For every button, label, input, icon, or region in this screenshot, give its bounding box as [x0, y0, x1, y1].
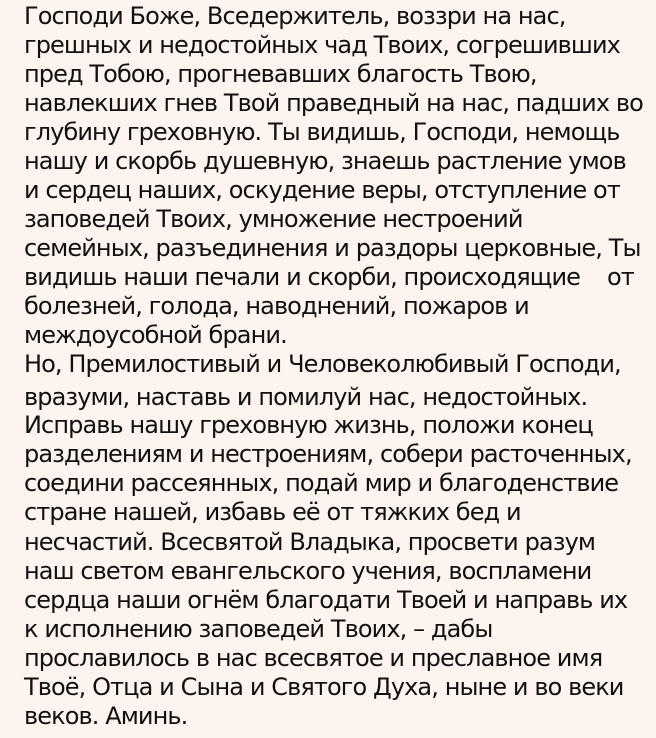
prayer-line: стране нашей, избавь её от тяжких бед и [24, 498, 521, 526]
prayer-line: и сердец наших, оскудение веры, отступление от [24, 176, 620, 204]
prayer-line: наш светом евангельского учения, воспламени [24, 557, 592, 585]
prayer-line: разделениям и нестроениям, собери расточенных, [24, 440, 632, 468]
prayer-line: несчастий. Всесвятой Владыка, просвети разум [24, 528, 596, 556]
prayer-line: грешных и недостойных чад Твоих, согрешивших [24, 31, 620, 59]
prayer-line: видишь наши печали и скорби, происходящие от [24, 263, 634, 291]
prayer-line: Но, Премилостивый и Человеколюбивый Господи, [24, 350, 621, 378]
prayer-line: семейных, разъединения и раздоры церковные, Ты [24, 234, 641, 262]
prayer-line: междоусобной брани. [24, 321, 287, 349]
prayer-line: нашу и скорбь душевную, знаешь растление умов [24, 147, 626, 175]
prayer-line: сердца наши огнём благодати Твоей и направь их [24, 586, 628, 614]
prayer-line: Исправь нашу греховную жизнь, положи конец [24, 411, 593, 439]
prayer-line: глубину греховную. Ты видишь, Господи, немощь [24, 118, 620, 146]
prayer-line: болезней, голода, наводнений, пожаров и [24, 292, 529, 320]
prayer-line: Твоё, Отца и Сына и Святого Духа, ныне и во веки [24, 673, 624, 701]
prayer-line: пред Тобою, прогневавших благость Твою, [24, 60, 537, 88]
prayer-line: к исполнению заповедей Твоих, – дабы [24, 615, 493, 643]
prayer-line: веков. Аминь. [24, 702, 188, 730]
prayer-line: заповедей Твоих, умножение нестроений [24, 205, 523, 233]
prayer-line: навлекших гнев Твой праведный на нас, падших во [24, 89, 643, 117]
prayer-line: соедини рассеянных, подай мир и благоденствие [24, 469, 619, 497]
prayer-line: вразуми, наставь и помилуй нас, недостойных. [24, 383, 588, 411]
prayer-line: Господи Боже, Вседержитель, воззри на нас, [24, 2, 566, 30]
prayer-line: прославилось в нас всесвятое и преславное имя [24, 644, 603, 672]
